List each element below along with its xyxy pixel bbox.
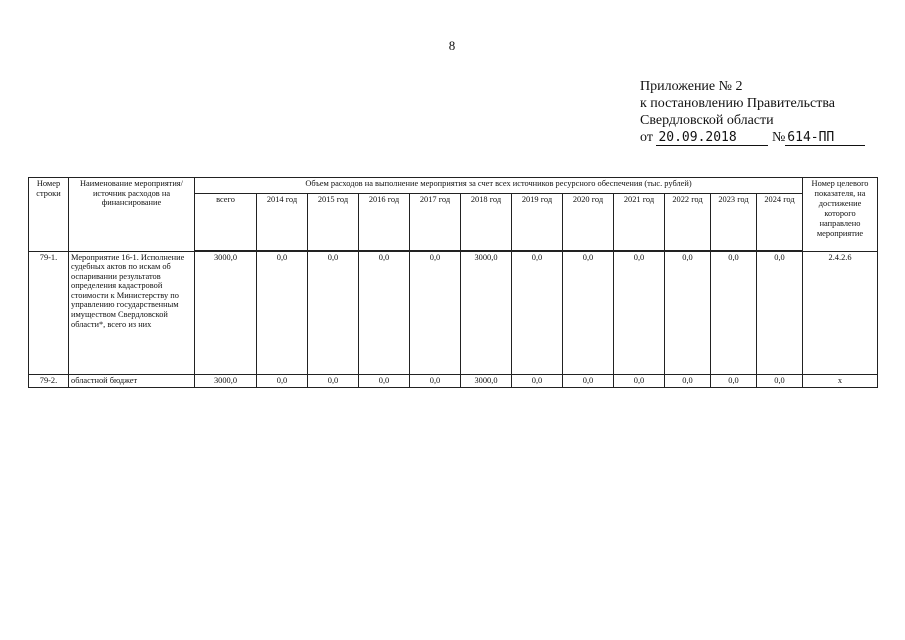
value-2015: 0,0	[308, 251, 359, 375]
row-name: Мероприятие 16-1. Исполнение судебных актов по искам об оспаривании результатов определения кадастровой стоимости к Министерству по управлению государственным имуществом Свердловской области*, всего из них	[69, 251, 195, 375]
table-row	[29, 251, 878, 375]
appendix-resolution: к постановлению Правительства	[640, 96, 836, 111]
header-year-2018: 2018 год	[461, 194, 512, 252]
resolution-date: 20.09.2018	[656, 130, 768, 146]
header-year-2017: 2017 год	[410, 194, 461, 252]
header-year-2020: 2020 год	[563, 194, 614, 252]
header-year-2023: 2023 год	[711, 194, 757, 252]
appendix-block	[640, 78, 890, 146]
row-number: 79-2.	[29, 375, 69, 388]
date-prefix: от	[640, 130, 653, 145]
value-2024: 0,0	[757, 251, 803, 375]
header-expenses-group: Объем расходов на выполнение мероприятия за счет всех источников ресурсного обеспечения (тыс. рублей)	[195, 178, 803, 194]
value-2021: 0,0	[614, 375, 665, 388]
value-2024: 0,0	[757, 375, 803, 388]
value-2014: 0,0	[257, 251, 308, 375]
header-total: всего	[195, 194, 257, 252]
header-year-2015: 2015 год	[308, 194, 359, 252]
value-2019: 0,0	[512, 375, 563, 388]
expenses-table	[28, 177, 878, 388]
header-year-2021: 2021 год	[614, 194, 665, 252]
appendix-date-line	[640, 129, 890, 146]
value-2019: 0,0	[512, 251, 563, 375]
header-year-2016: 2016 год	[359, 194, 410, 252]
value-2016: 0,0	[359, 251, 410, 375]
header-year-2022: 2022 год	[665, 194, 711, 252]
value-2014: 0,0	[257, 375, 308, 388]
value-2020: 0,0	[563, 375, 614, 388]
value-2017: 0,0	[410, 251, 461, 375]
row-name: областной бюджет	[69, 375, 195, 388]
value-2022: 0,0	[665, 251, 711, 375]
value-2016: 0,0	[359, 375, 410, 388]
header-year-2019: 2019 год	[512, 194, 563, 252]
value-2023: 0,0	[711, 375, 757, 388]
page-number: 8	[448, 38, 456, 53]
value-total: 3000,0	[195, 251, 257, 375]
value-2015: 0,0	[308, 375, 359, 388]
value-2018: 3000,0	[461, 251, 512, 375]
value-2021: 0,0	[614, 251, 665, 375]
row-number: 79-1.	[29, 251, 69, 375]
value-2022: 0,0	[665, 375, 711, 388]
header-year-2024: 2024 год	[757, 194, 803, 252]
value-2017: 0,0	[410, 375, 461, 388]
value-2020: 0,0	[563, 251, 614, 375]
header-name: Наименование мероприятия/источник расходов на финансирование	[69, 178, 195, 252]
header-year-2014: 2014 год	[257, 194, 308, 252]
value-total: 3000,0	[195, 375, 257, 388]
number-prefix: №	[771, 130, 786, 145]
row-target: х	[803, 375, 878, 388]
header-row-number: Номер строки	[29, 178, 69, 252]
header-target-number: Номер целевого показателя, на достижение которого направлено мероприятие	[803, 178, 878, 252]
appendix-title: Приложение № 2	[640, 79, 743, 94]
row-target: 2.4.2.6	[803, 251, 878, 375]
value-2023: 0,0	[711, 251, 757, 375]
table-row	[29, 375, 878, 388]
resolution-number: 614-ПП	[785, 130, 865, 146]
value-2018: 3000,0	[461, 375, 512, 388]
appendix-government: Свердловской области	[640, 113, 774, 128]
